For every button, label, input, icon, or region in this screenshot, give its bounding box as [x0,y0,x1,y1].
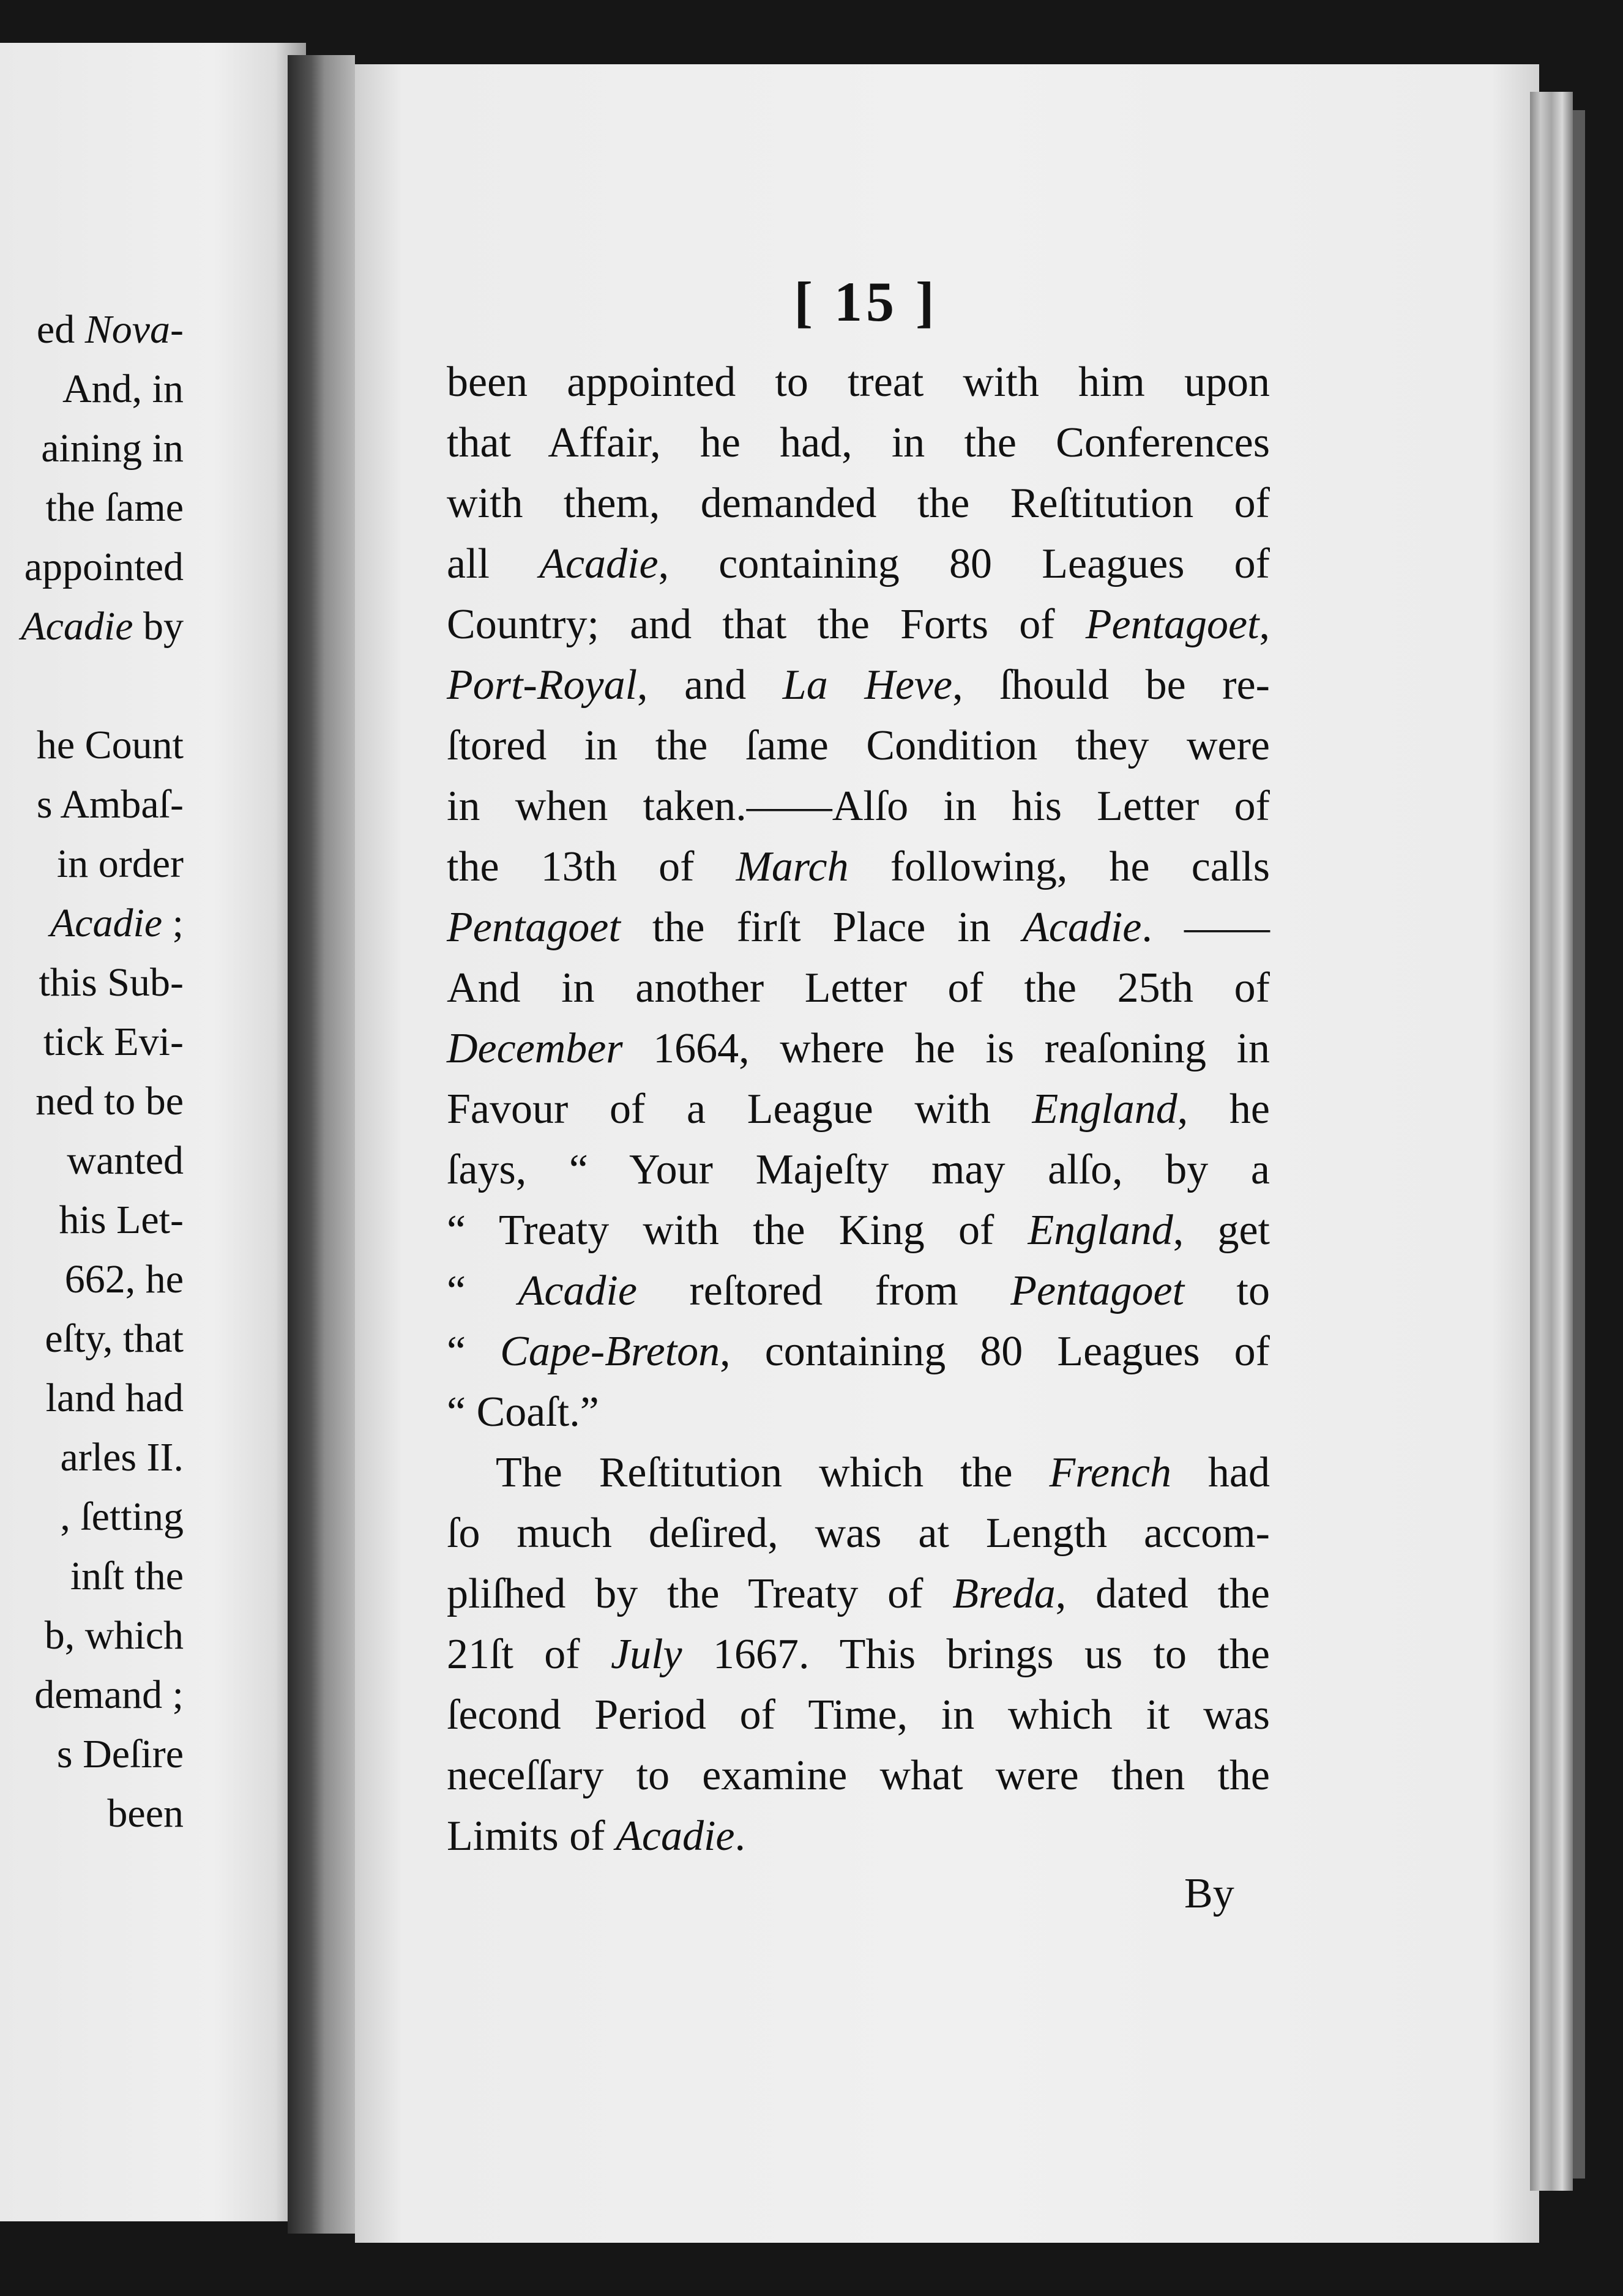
left-text-line: 662, he [64,1257,184,1302]
text-line: with them, demanded the Reſtitution of [447,480,1270,527]
left-text-line: tick Evi- [43,1019,184,1064]
left-text-line: arles II. [60,1435,184,1480]
left-page [0,43,306,2221]
text-line: ſo much deſired, was at Length accom- [447,1510,1270,1557]
left-text-line: inſt the [70,1554,184,1598]
left-text-line: Acadie ; [50,901,184,945]
text-line: “ Treaty with the King of England, get [447,1207,1270,1254]
left-text-line: s Ambaſ- [36,782,184,827]
left-text-line: he Count [36,723,184,767]
left-text-line: his Let- [59,1198,184,1242]
text-line: the 13th of March following, he calls [447,843,1270,890]
left-text-line: ed Nova- [36,307,184,352]
text-line: been appointed to treat with him upon [447,359,1270,406]
left-text-line: land had [45,1376,184,1420]
text-line: “ Cape-Breton, containing 80 Leagues of [447,1328,1270,1375]
left-text-line [0,656,184,715]
left-text-line: s Deſire [56,1732,184,1776]
text-line: in when taken.——Alſo in his Letter of [447,783,1270,830]
text-line: neceſſary to examine what were then the [447,1752,1270,1799]
text-line: 21ſt of July 1667. This brings us to the [447,1631,1270,1678]
page-edge-shadow [1573,110,1585,2179]
text-line: Country; and that the Forts of Pentagoet, [447,601,1270,648]
page-number: [ 15 ] [794,270,938,333]
text-line: ſtored in the ſame Condition they were [447,722,1270,769]
text-line: all Acadie, containing 80 Leagues of [447,540,1270,587]
catchword: By [1184,1870,1234,1917]
left-text-line: demand ; [34,1672,184,1717]
left-text-line: wanted [67,1138,184,1183]
text-line: The Reſtitution which the French had [496,1449,1270,1496]
book-gutter [288,55,355,2234]
text-line: December 1664, where he is reaſoning in [447,1025,1270,1072]
left-text-line: been [107,1791,184,1836]
text-line: Limits of Acadie. [447,1813,745,1860]
text-line: “ Coaſt.” [447,1388,599,1436]
left-text-line: eſty, that [45,1316,184,1361]
text-line: “ Acadie reſtored from Pentagoet to [447,1267,1270,1314]
page-edges [1530,92,1573,2191]
text-line: Port-Royal, and La Heve, ſhould be re- [447,662,1270,709]
left-text-line: in order [56,841,184,886]
left-text-line: ned to be [35,1079,184,1124]
text-line: And in another Letter of the 25th of [447,964,1270,1012]
left-page-text [0,300,184,1843]
left-text-line: And, in [62,367,184,411]
body-text [447,352,1270,1866]
left-text-line: appointed [24,545,184,589]
text-line: pliſhed by the Treaty of Breda, dated the [447,1570,1270,1617]
text-line: Favour of a League with England, he [447,1086,1270,1133]
text-line: ſays, “ Your Majeſty may alſo, by a [447,1146,1270,1193]
left-text-line: , ſetting [60,1494,184,1539]
left-text-line: the ſame [45,485,184,530]
left-text-line: aining in [41,426,184,471]
text-line: that Affair, he had, in the Conferences [447,419,1270,466]
text-line: Pentagoet the firſt Place in Acadie. —— [447,904,1270,951]
left-text-line: Acadie by [21,604,184,649]
left-text-line: b, which [44,1613,184,1658]
text-line: ſecond Period of Time, in which it was [447,1691,1270,1739]
left-text-line: this Sub- [39,960,184,1005]
